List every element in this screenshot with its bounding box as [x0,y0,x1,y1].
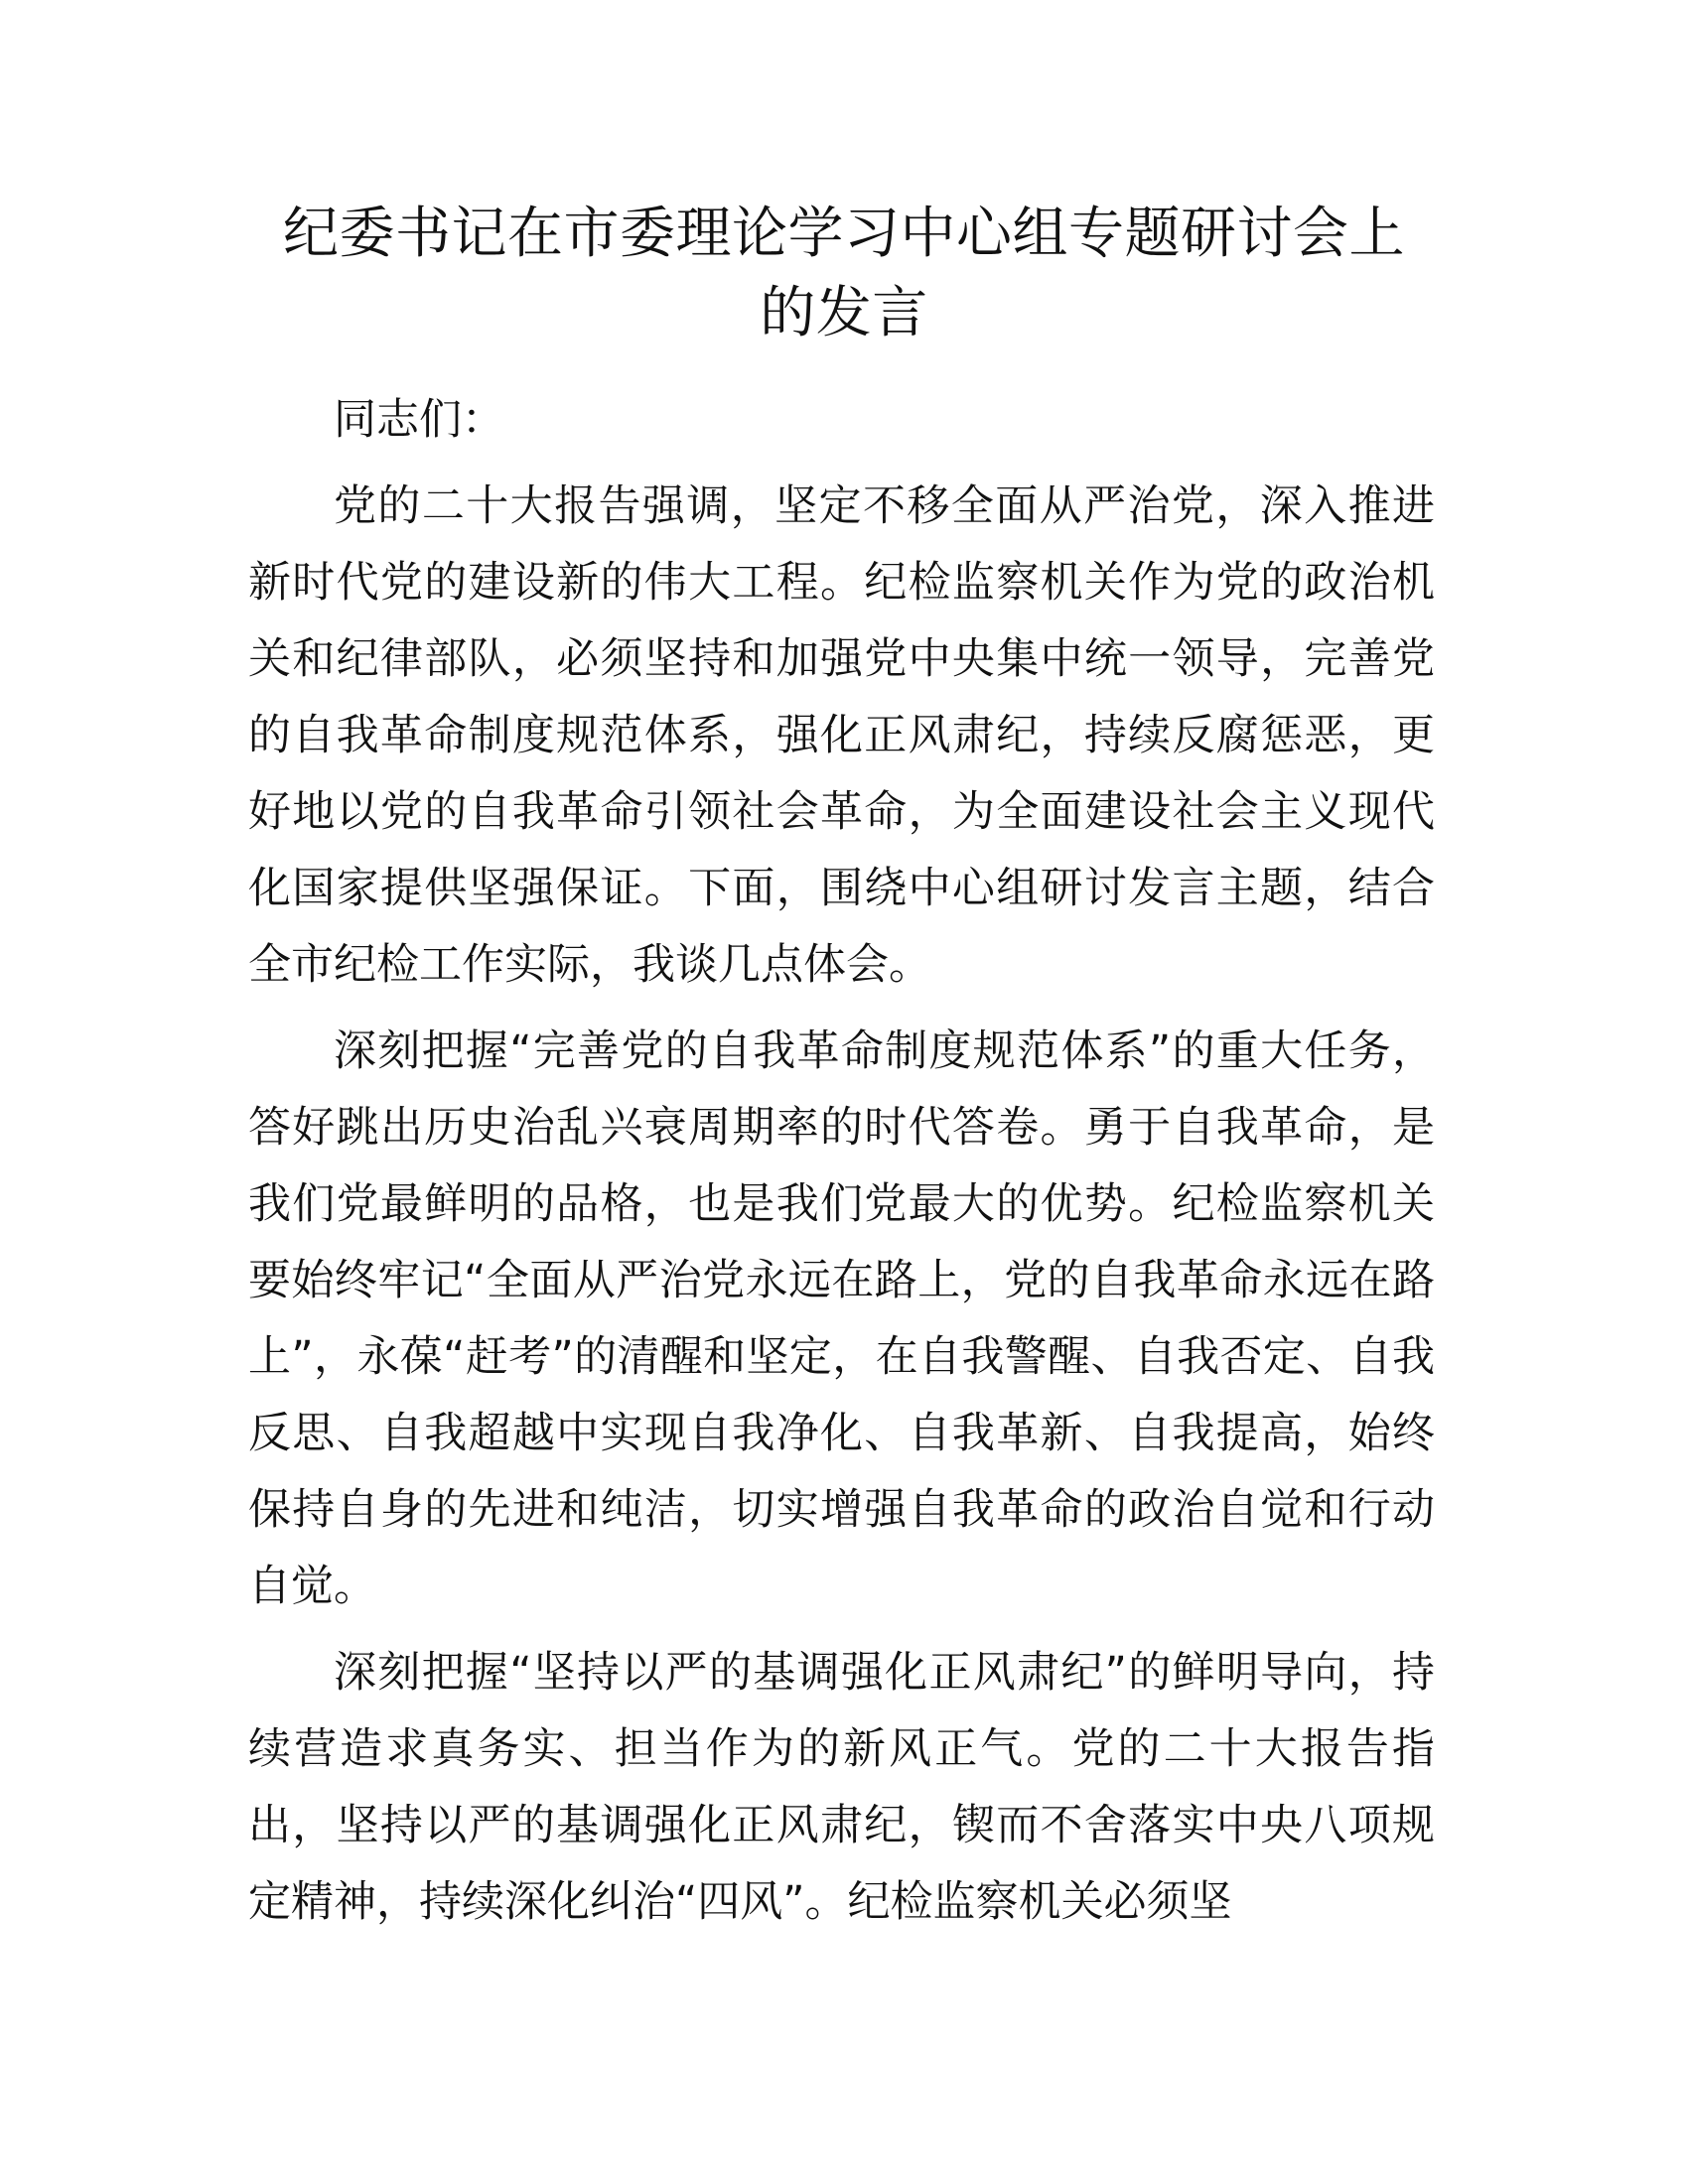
paragraph-2: 深刻把握“完善党的自我革命制度规范体系”的重大任务，答好跳出历史治乱兴衰周期率的时代答卷。勇于自我革命，是我们党最鲜明的品格，也是我们党最大的优势。纪检监察机关要始终牢记“全面从严治党永远在路上，党的自我革命永远在路上”，永葆“赶考”的清醒和坚定，在自我警醒、自我否定、自我反思、自我超越中实现自我净化、自我革新、自我提高，始终保持自身的先进和纯洁，切实增强自我革命的政治自觉和行动自觉。 [248,1026,1435,1611]
document-title [199,195,1489,353]
document-body [248,382,1435,1951]
document-title-line-2: 的发言 [760,281,928,345]
greeting: 同志们： [334,395,504,445]
paragraph-1: 党的二十大报告强调，坚定不移全面从严治党，深入推进新时代党的建设新的伟大工程。纪检监察机关作为党的政治机关和纪律部队，必须坚持和加强党中央集中统一领导，完善党的自我革命制度规范体系，强化正风肃纪，持续反腐惩恶，更好地以党的自我革命引领社会革命，为全面建设社会主义现代化国家提供坚强保证。下面，围绕中心组研讨发言主题，结合全市纪检工作实际，我谈几点体会。 [248,481,1435,990]
document-title-line-1: 纪委书记在市委理论学习中心组专题研讨会上 [283,202,1405,266]
paragraph-3: 深刻把握“坚持以严的基调强化正风肃纪”的鲜明导向，持续营造求真务实、担当作为的新风正气。党的二十大报告指出，坚持以严的基调强化正风肃纪，锲而不舍落实中央八项规定精神，持续深化纠治“四风”。纪检监察机关必须坚 [248,1648,1435,1927]
